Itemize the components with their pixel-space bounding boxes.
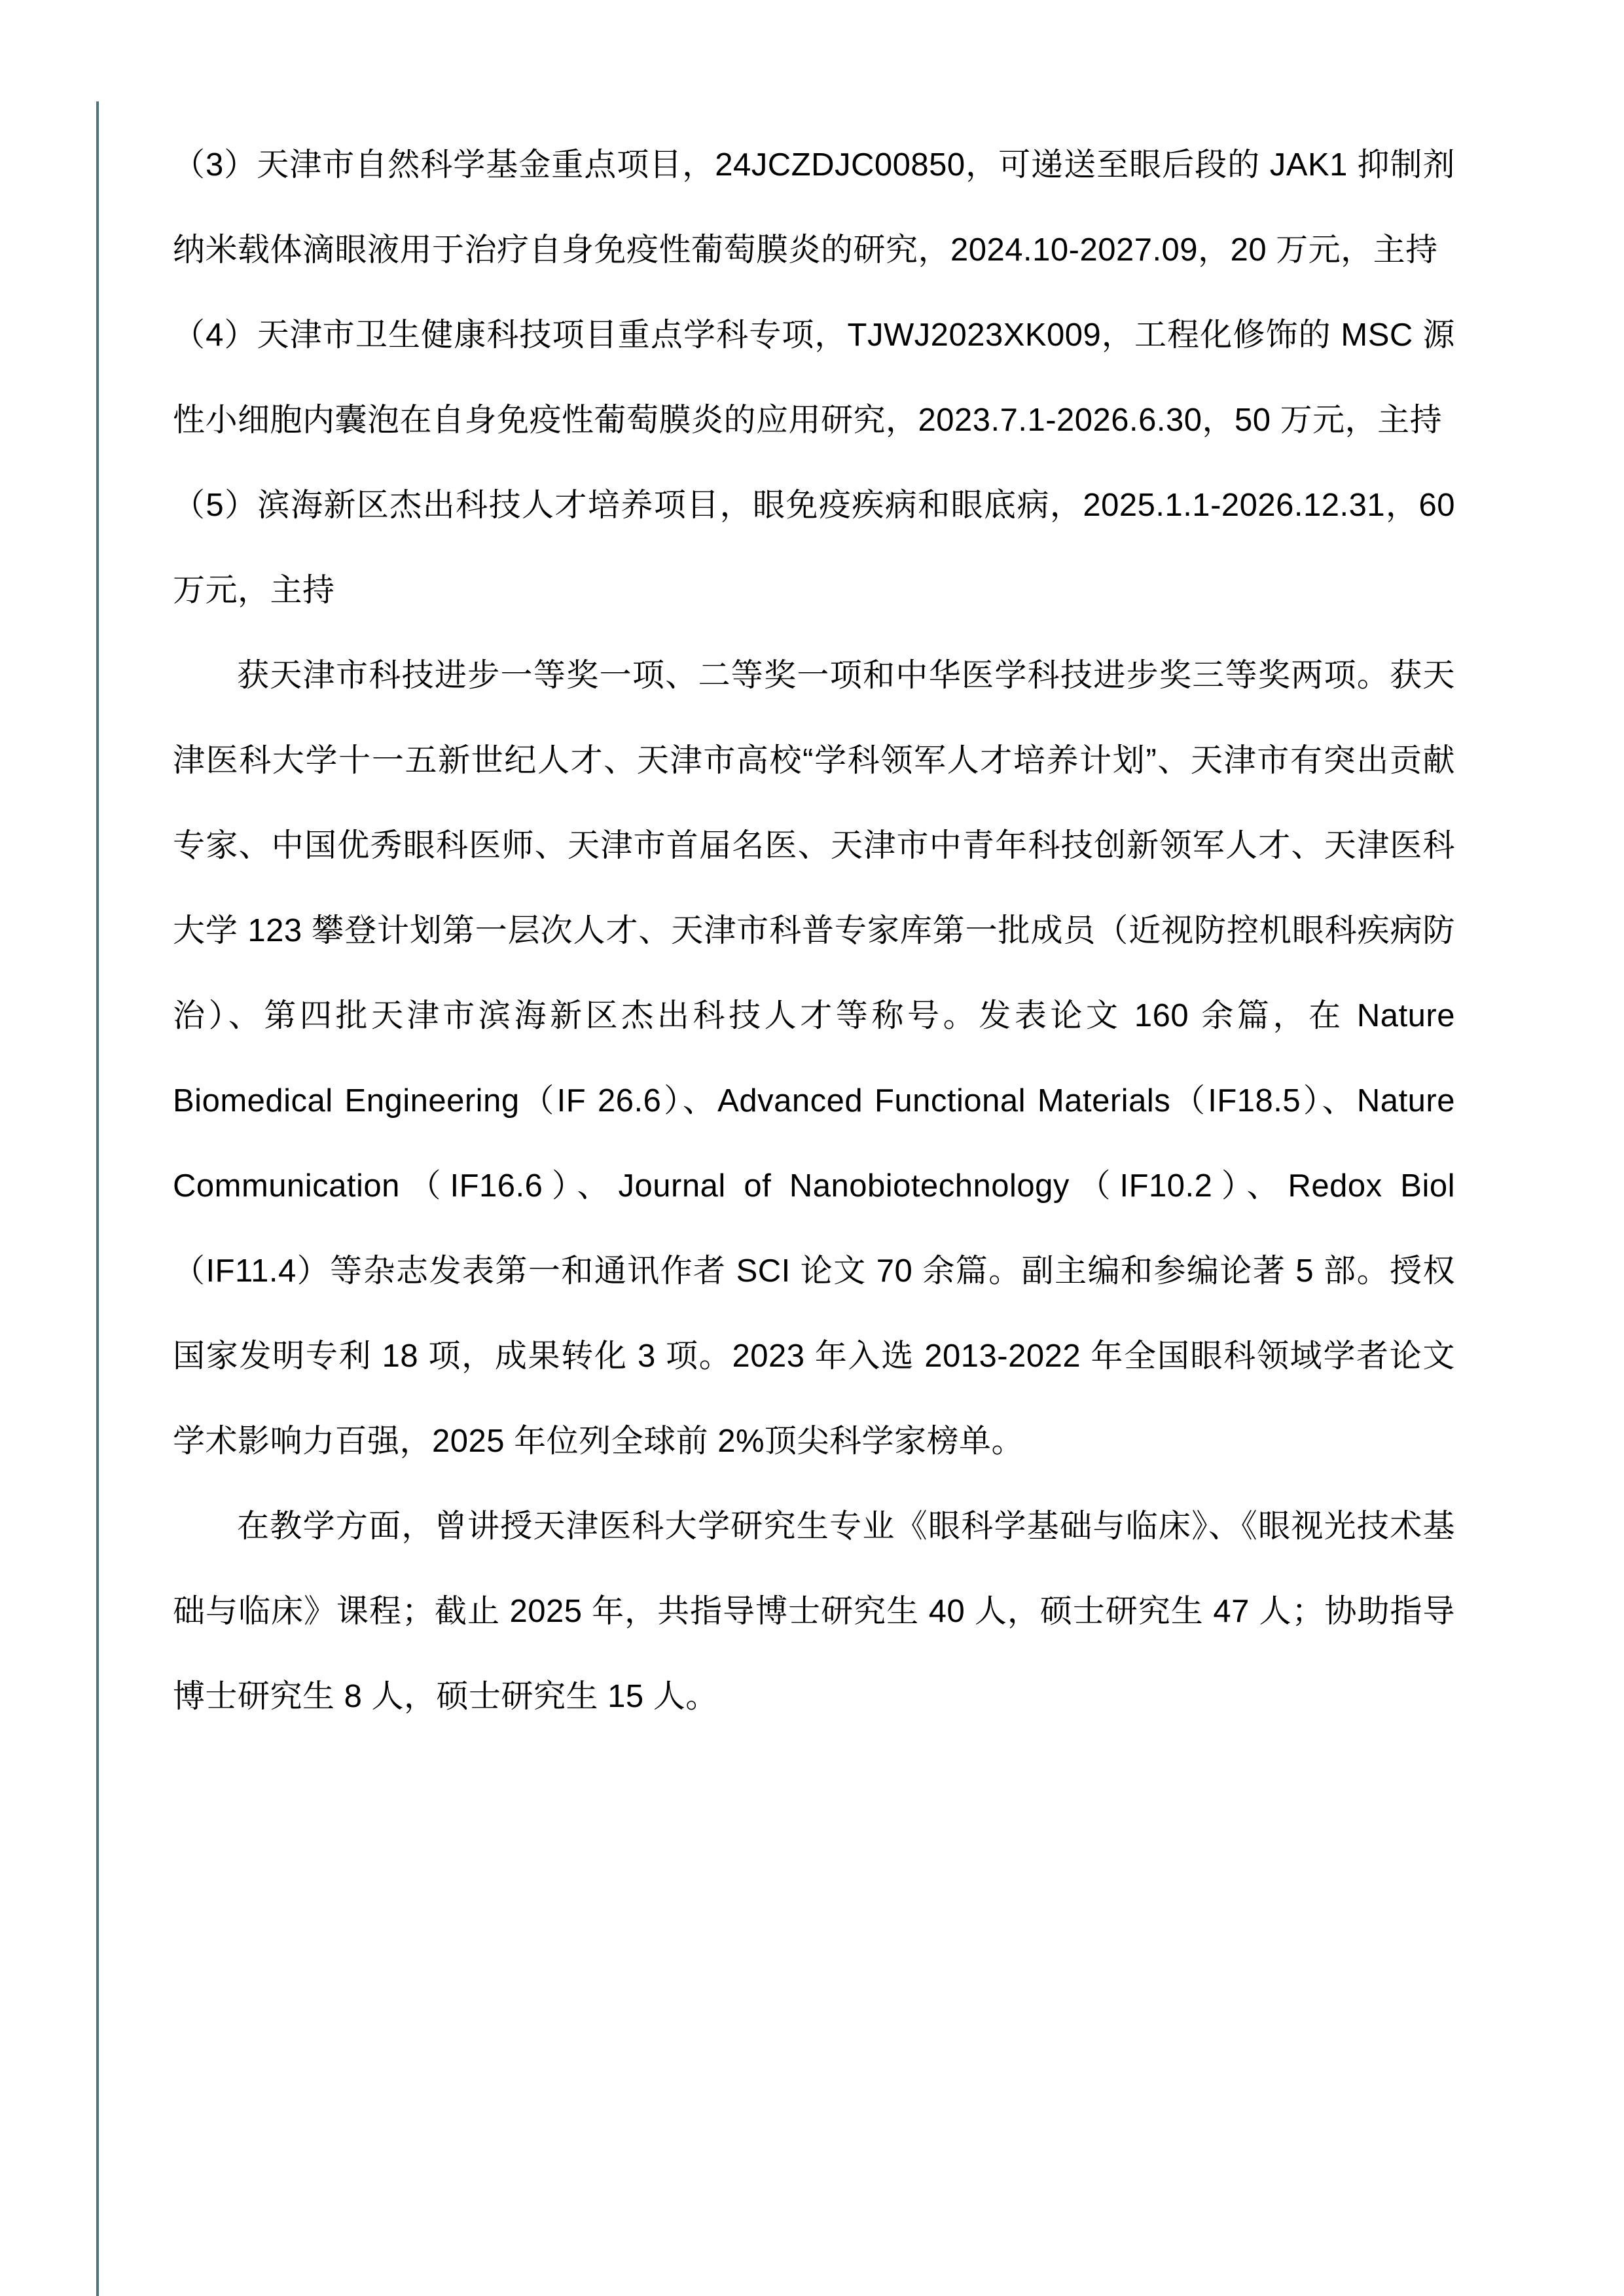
paragraph-project-4: （4）天津市卫生健康科技项目重点学科专项，TJWJ2023XK009，工程化修饰的 MSC 源性小细胞内囊泡在自身免疫性葡萄膜炎的应用研究，2023.7.1-2026.6.30，50 万元，主持 (173, 317, 1455, 438)
change-bar (96, 101, 99, 2296)
paragraph-awards-publications: 获天津市科技进步一等奖一项、二等奖一项和中华医学科技进步奖三等奖两项。获天津医科大学十一五新世纪人才、天津市高校“学科领军人才培养计划”、天津市有突出贡献专家、中国优秀眼科医师、天津市首届名医、天津市中青年科技创新领军人才、天津医科大学 123 攀登计划第一层次人才、天津市科普专家库第一批成员（近视防控机眼科疾病防治）、第四批天津市滨海新区杰出科技人才等称号。发表论文 160 余篇，在 Nature Biomedical Engineering（IF 26.6）、Advanced Functional Materials（IF18.5）、Nature Communication（IF16.6）、Journal of Nanobiotechnology（IF10.2）、Redox Biol（IF11.4）等杂志发表第一和通讯作者 SCI 论文 70 余篇。副主编和参编论著 5 部。授权国家发明专利 18 项，成果转化 3 项。2023 年入选 2013-2022 年全国眼科领域学者论文学术影响力百强，2025 年位列全球前 2%顶尖科学家榜单。 (173, 658, 1455, 1459)
paragraph-project-5: （5）滨海新区杰出科技人才培养项目，眼免疫疾病和眼底病，2025.1.1-2026.12.31，60 万元，主持 (173, 488, 1455, 608)
paragraph-teaching: 在教学方面，曾讲授天津医科大学研究生专业《眼科学基础与临床》、《眼视光技术基础与临床》课程；截止 2025 年，共指导博士研究生 40 人，硕士研究生 47 人；协助指导博士研究生 8 人，硕士研究生 15 人。 (173, 1509, 1455, 1714)
paragraph-project-3: （3）天津市自然科学基金重点项目，24JCZDJC00850，可递送至眼后段的 JAK1 抑制剂纳米载体滴眼液用于治疗自身免疫性葡萄膜炎的研究，2024.10-2027.09，20 万元，主持 (173, 147, 1455, 268)
document-body (173, 122, 1455, 1739)
